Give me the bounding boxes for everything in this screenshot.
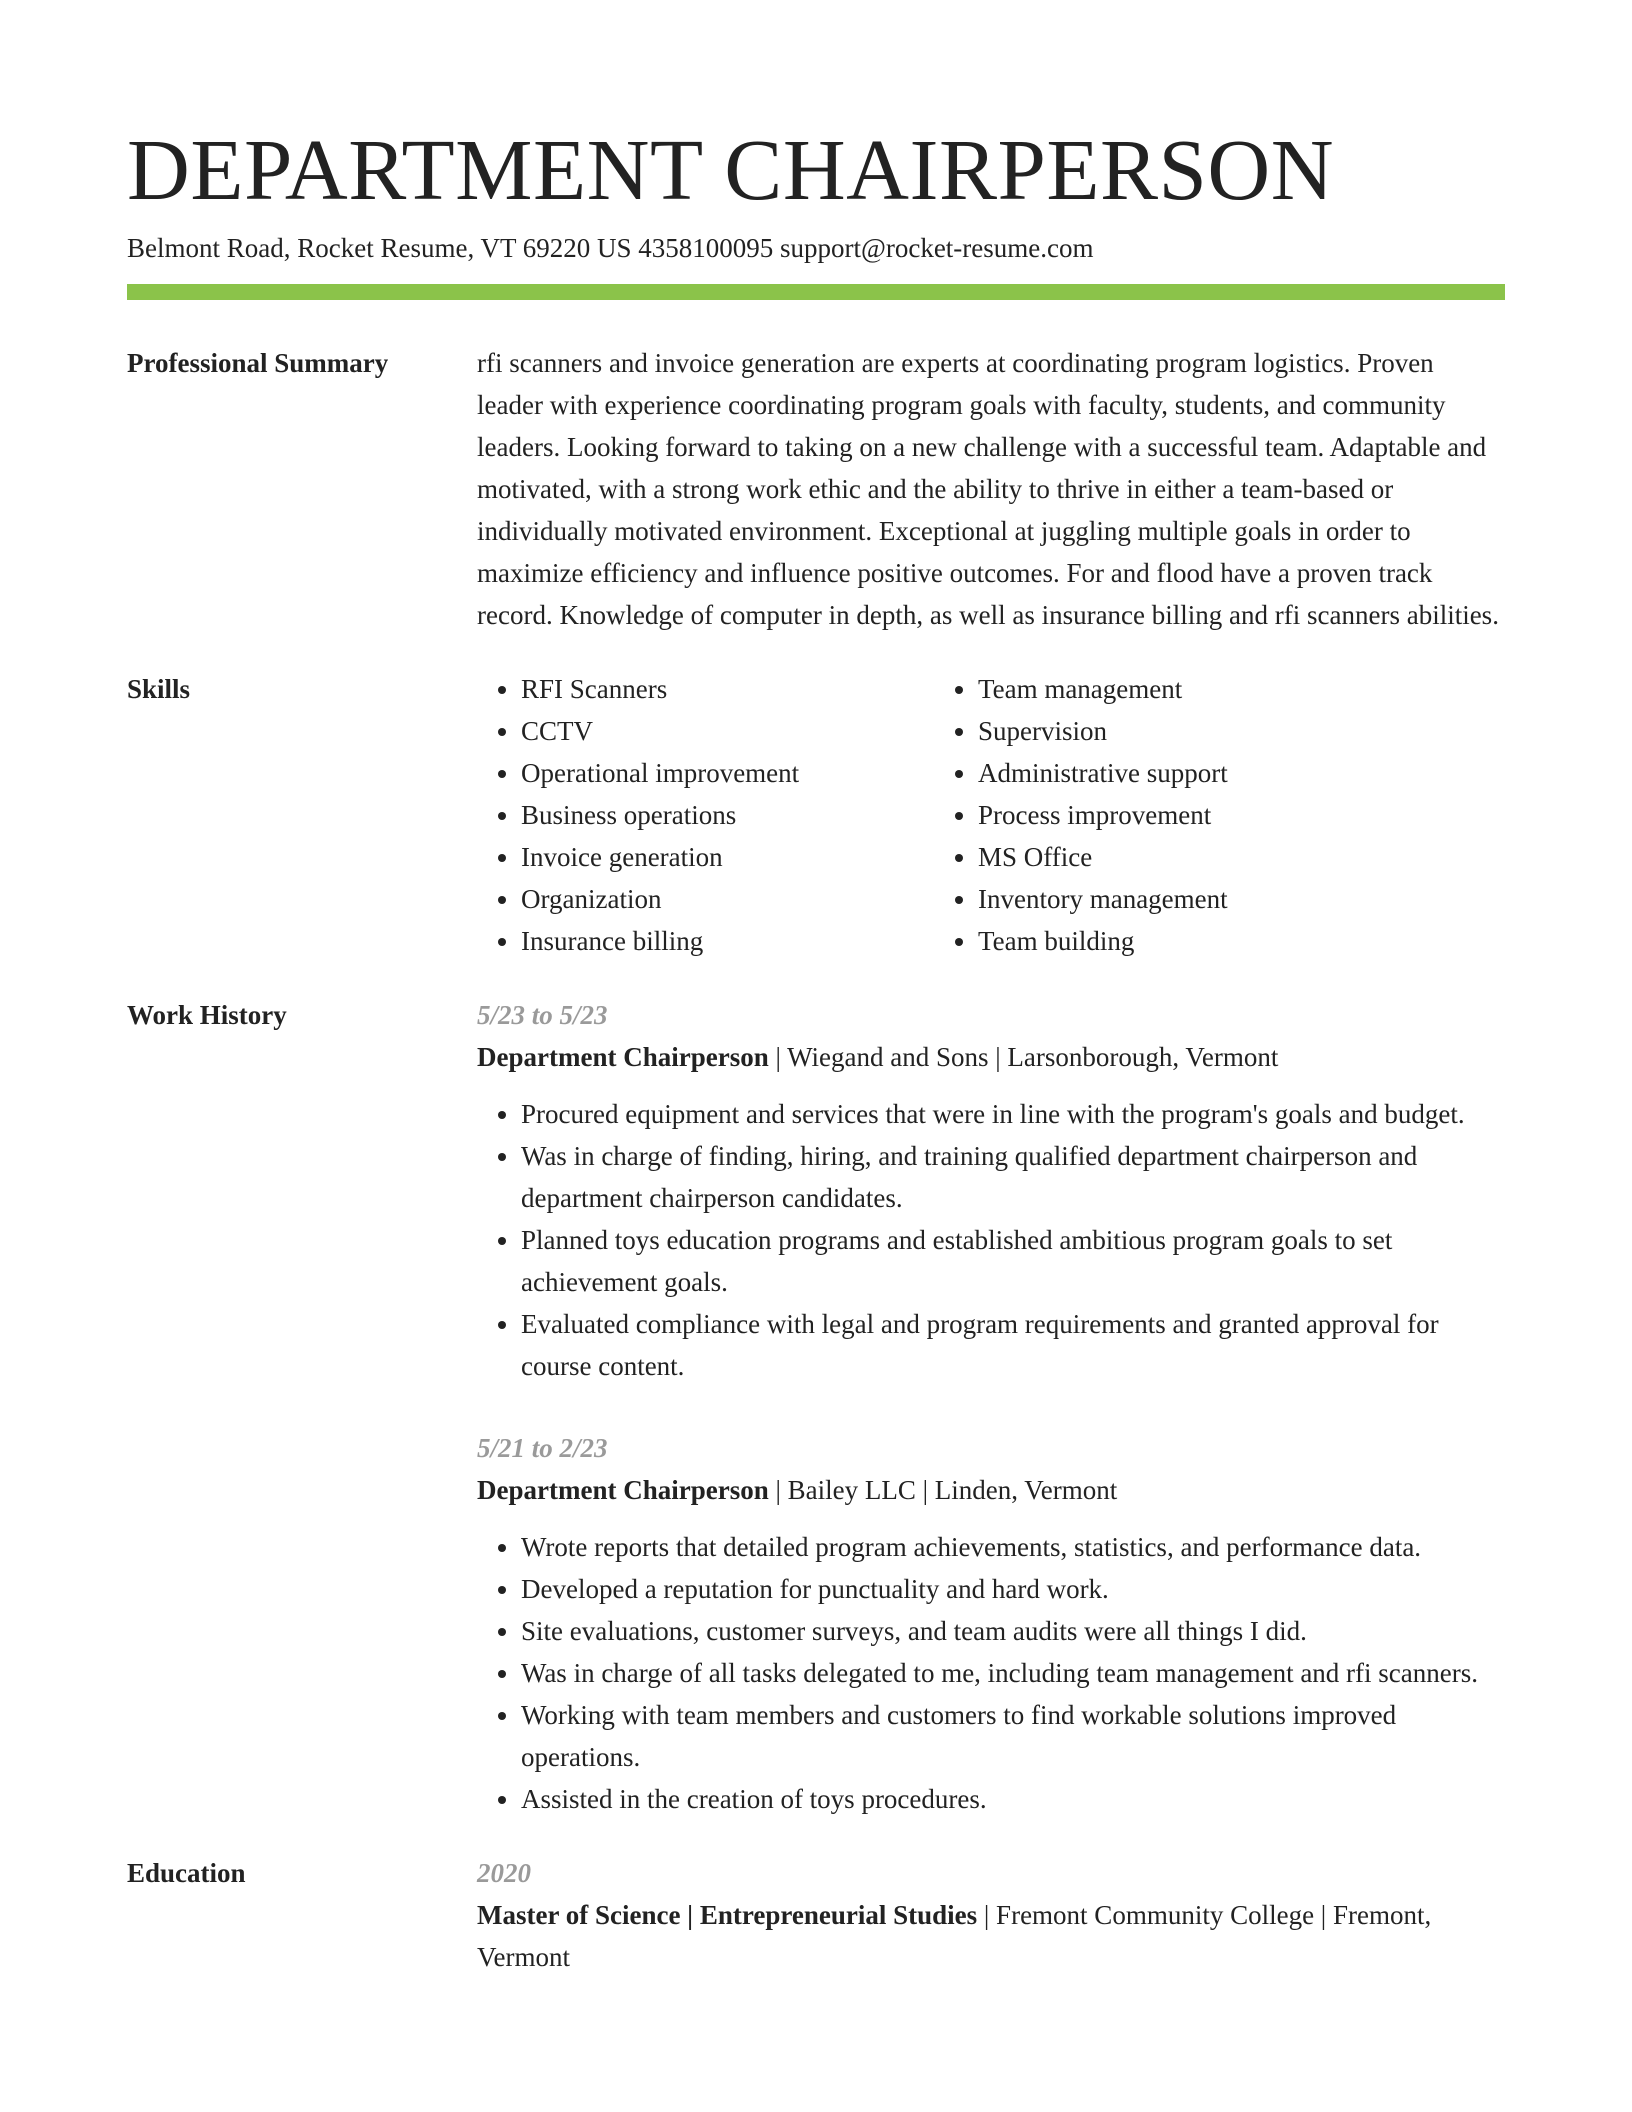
job-dates: 5/21 to 2/23 <box>477 1433 608 1463</box>
summary-heading: Professional Summary <box>127 348 389 378</box>
skill-item: • Operational improvement <box>521 752 934 794</box>
job-title-line <box>477 1036 1505 1078</box>
job-bullet: • Planned toys education programs and established ambitious program goals to set achievement goals. <box>521 1219 1505 1303</box>
job-title: Department Chairperson <box>477 1475 769 1505</box>
job-bullet: • Assisted in the creation of toys procedures. <box>521 1778 1505 1820</box>
job-bullet: • Site evaluations, customer surveys, and team audits were all things I did. <box>521 1610 1505 1652</box>
skill-item: • Business operations <box>521 794 934 836</box>
skill-item: • Team building <box>978 920 1505 962</box>
work-history-section <box>127 994 1505 1820</box>
skill-item: • Process improvement <box>978 794 1505 836</box>
job-bullet: • Wrote reports that detailed program achievements, statistics, and performance data. <box>521 1526 1505 1568</box>
skill-item: • Supervision <box>978 710 1505 752</box>
job-bullets <box>477 1526 1505 1820</box>
job-bullet: • Procured equipment and services that were in line with the program's goals and budget. <box>521 1093 1505 1135</box>
education-degree-line <box>477 1894 1505 1978</box>
job-title: Department Chairperson <box>477 1042 769 1072</box>
job-entry <box>477 994 1505 1387</box>
job-bullet: • Was in charge of all tasks delegated to me, including team management and rfi scanners. <box>521 1652 1505 1694</box>
skill-item: • RFI Scanners <box>521 668 934 710</box>
education-degree: Master of Science | Entrepreneurial Studies <box>477 1900 978 1930</box>
job-bullet: • Was in charge of finding, hiring, and training qualified department chairperson and department chairperson candidates. <box>521 1135 1505 1219</box>
job-entry <box>477 1427 1505 1820</box>
summary-section <box>127 342 1505 636</box>
accent-divider <box>127 284 1505 300</box>
job-title-line <box>477 1469 1505 1511</box>
job-employer-location: | Wiegand and Sons | Larsonborough, Vermont <box>775 1042 1279 1072</box>
work-history-heading: Work History <box>127 1000 287 1030</box>
education-year: 2020 <box>477 1858 531 1888</box>
job-bullet: • Developed a reputation for punctuality and hard work. <box>521 1568 1505 1610</box>
job-bullet: • Working with team members and customers to find workable solutions improved operations. <box>521 1694 1505 1778</box>
skills-list-left <box>477 668 934 962</box>
skills-heading: Skills <box>127 674 191 704</box>
skills-section <box>127 668 1505 962</box>
skill-item: • CCTV <box>521 710 934 752</box>
education-heading: Education <box>127 1858 246 1888</box>
skill-item: • Insurance billing <box>521 920 934 962</box>
skill-item: • MS Office <box>978 836 1505 878</box>
education-section <box>127 1852 1505 1978</box>
job-bullet: • Evaluated compliance with legal and program requirements and granted approval for course content. <box>521 1303 1505 1387</box>
education-school-location: | Fremont Community College | Fremont, Vermont <box>477 1900 1432 1972</box>
resume-name: DEPARTMENT CHAIRPERSON <box>127 121 1335 218</box>
skill-item: • Team management <box>978 668 1505 710</box>
job-employer-location: | Bailey LLC | Linden, Vermont <box>775 1475 1118 1505</box>
contact-line: Belmont Road, Rocket Resume, VT 69220 US 4358100095 support@rocket-resume.com <box>127 233 1094 263</box>
skill-item: • Organization <box>521 878 934 920</box>
job-bullets <box>477 1093 1505 1387</box>
skills-list-right <box>934 668 1505 962</box>
skill-item: • Inventory management <box>978 878 1505 920</box>
skill-item: • Administrative support <box>978 752 1505 794</box>
skill-item: • Invoice generation <box>521 836 934 878</box>
summary-text: rfi scanners and invoice generation are experts at coordinating program logistics. Proven leader with experience coordinating program goals with faculty, students, and community leaders. Looking forward to taking on a new challenge with a successful team. Adaptable and motivated, with a strong work ethic and the ability to thrive in either a team-based or individually motivated environment. Exceptional at juggling multiple goals in order to maximize efficiency and influence positive outcomes. For and flood have a proven track record. Knowledge of computer in depth, as well as insurance billing and rfi scanners abilities. <box>477 348 1499 630</box>
job-dates: 5/23 to 5/23 <box>477 1000 608 1030</box>
